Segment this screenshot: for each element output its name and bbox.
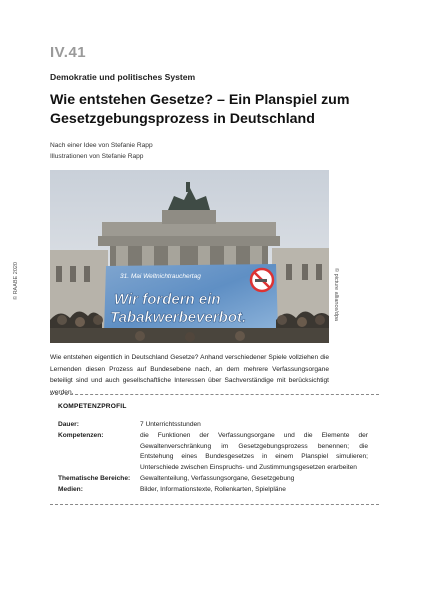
brandenburg-gate-photo: [50, 170, 329, 343]
row-value: Gewaltenteilung, Verfassungsorgane, Gesetzgebung: [140, 474, 295, 482]
row-value: 7 Unterrichtsstunden: [140, 421, 201, 428]
divider-bottom: [50, 504, 379, 505]
row-label: Medien:: [58, 485, 83, 493]
photo-credit-vertical: © picture alliance/dpa: [333, 268, 339, 321]
row-value: Bilder, Informationstexte, Rollenkarten, Spielpläne: [140, 485, 286, 493]
banner-date-text: 31. Mai Weltnichtrauchertag: [120, 273, 201, 280]
intro-paragraph: Wie entstehen eigentlich in Deutschland Gesetze? Anhand verschiedener Spiele vollziehen die Lernenden diesen Prozess auf Bundesebene nach, an dem mehrere Verfassungsorgane beteiligt sind und auch gesellschaftliche Interessen über Sachverständige mit berücksichtigt werden.: [50, 354, 329, 396]
copyright-vertical: © RAABE 2020: [13, 262, 19, 300]
credits: [50, 140, 153, 162]
profile-row-topics: [58, 474, 379, 485]
category-label: Demokratie und politisches System: [50, 72, 196, 82]
competence-profile: [50, 394, 379, 505]
profile-row-media: [58, 485, 379, 496]
page-title: Wie entstehen Gesetze? – Ein Planspiel zum Gesetzgebungsprozess in Deutschland: [50, 92, 350, 127]
photo-illustration: [50, 170, 329, 343]
row-label: Dauer:: [58, 421, 79, 428]
profile-heading: KOMPETENZPROFIL: [58, 403, 127, 410]
credit-idea: Nach einer Idee von Stefanie Rapp: [50, 142, 153, 149]
profile-row-competences: [58, 431, 379, 474]
profile-row-duration: [58, 420, 379, 431]
banner-line-1: Wir fordern ein: [114, 291, 221, 308]
banner-line-2: Tabakwerbeverbot.: [110, 309, 247, 326]
unit-number: IV.41: [50, 44, 87, 61]
row-label: Kompetenzen:: [58, 431, 104, 439]
row-value: die Funktionen der Verfassungsorgane und die Elemente der Gewaltenverschränkung im Gesetzgebungsprozess benennen; die Entstehung eines Bundesgesetzes in einem Planspiel simulieren; Unterschiede zwischen Einspruchs- und Zustimmungsgesetzen erarbeiten: [140, 431, 368, 472]
row-label: Thematische Bereiche:: [58, 474, 131, 482]
divider-top: [50, 394, 379, 395]
profile-rows: [58, 420, 379, 496]
credit-illustrations: Illustrationen von Stefanie Rapp: [50, 153, 144, 160]
